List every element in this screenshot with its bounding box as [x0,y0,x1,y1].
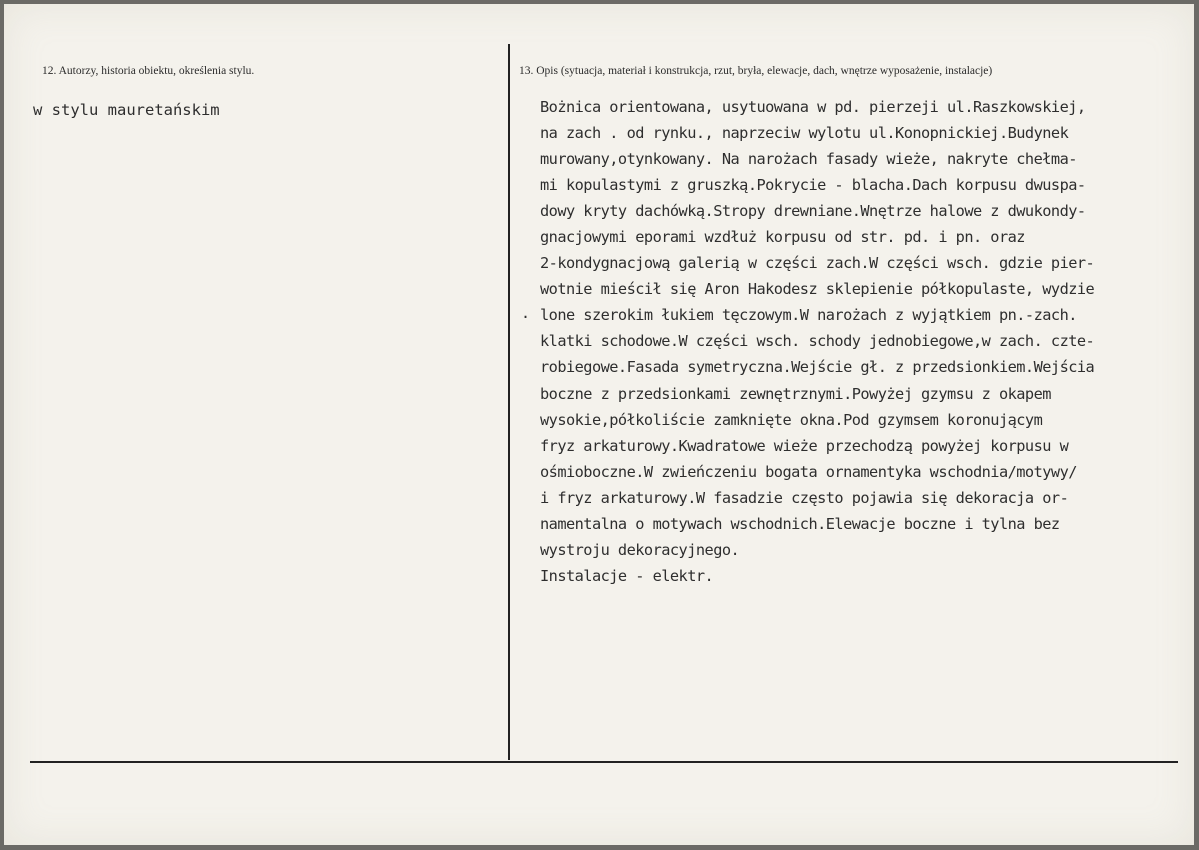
text-line: wystroju dekoracyjnego. [540,540,740,559]
text-line: boczne z przedsionkami zewnętrznymi.Powyżej gzymsu z okapem [540,384,1051,403]
text-line: wysokie,półkoliście zamknięte okna.Pod gzymsem koronującym [540,410,1043,429]
text-line: fryz arkaturowy.Kwadratowe wieże przechodzą powyżej korpusu w [540,436,1069,455]
margin-dot: . [521,304,531,322]
text-line: 2-kondygnacjową galerią w części zach.W części wsch. gdzie pier- [540,254,1095,273]
text-line: robiegowe.Fasada symetryczna.Wejście gł. z przedsionkiem.Wejścia [540,358,1095,377]
bottom-rule [30,761,1178,763]
section-13-body [540,94,1094,589]
section-12-header: 12. Autorzy, historia obiektu, określenia stylu. [42,65,255,77]
text-line: dowy kryty dachówką.Stropy drewniane.Wnętrze halowe z dwukondy- [540,202,1086,221]
text-line: gnacjowymi eporami wzdłuż korpusu od str. pd. i pn. oraz [540,228,1025,247]
text-line: mi kopulastymi z gruszką.Pokrycie - blacha.Dach korpusu dwuspa- [540,176,1086,195]
section-12-text: w stylu mauretańskim [33,101,220,119]
text-line: Instalacje - elektr. [540,566,714,585]
text-line: klatki schodowe.W części wsch. schody jednobiegowe,w zach. czte- [540,332,1095,351]
text-line: murowany,otynkowany. Na narożach fasady wieże, nakryte chełma- [540,150,1077,169]
column-divider [508,44,510,760]
text-line: wotnie mieścił się Aron Hakodesz sklepienie półkopulaste, wydzie [540,280,1095,299]
text-line: lone szerokim łukiem tęczowym.W narożach z wyjątkiem pn.-zach. [540,306,1077,325]
text-line: i fryz arkaturowy.W fasadzie często pojawia się dekoracja or- [540,488,1069,507]
text-line: na zach . od rynku., naprzeciw wylotu ul.Konopnickiej.Budynek [540,124,1069,143]
text-line: ośmioboczne.W zwieńczeniu bogata ornamentyka wschodnia/motywy/ [540,462,1077,481]
section-13-header: 13. Opis (sytuacja, materiał i konstrukcja, rzut, bryła, elewacje, dach, wnętrze wyposażenie, instalacje) [519,65,993,77]
text-line: Bożnica orientowana, usytuowana w pd. pierzeji ul.Raszkowskiej, [540,98,1086,116]
text-line: namentalna o motywach wschodnich.Elewacje boczne i tylna bez [540,514,1060,533]
